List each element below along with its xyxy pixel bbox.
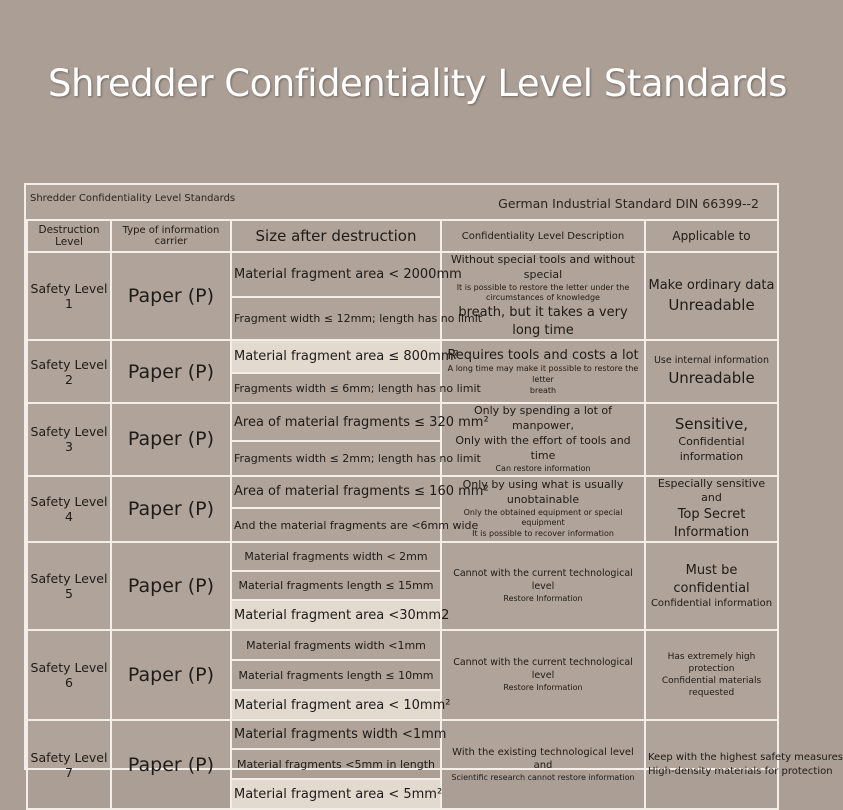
size-cell: Material fragment area <30mm2 [231,600,441,630]
applicable-cell [645,630,778,720]
size-cell: And the material fragments are <6mm wide [231,508,441,542]
description-cell [441,476,645,543]
applicable-line: Confidential information [678,434,745,463]
description-line: Cannot with the current technological level [453,657,633,681]
applicable-cell [645,252,778,340]
description-cell [441,630,645,720]
level-cell: Safety Level 6 [27,630,111,720]
applicable-line: Top Secret Information [673,507,750,540]
size-cell: Material fragment area < 5mm² [231,779,441,809]
carrier-cell: Paper (P) [111,542,231,630]
description-line: Only the obtained equipment or special equipment [463,507,623,528]
description-line: Requires tools and costs a lot [447,347,639,363]
applicable-line: Confidential information [650,598,773,610]
size-cell: Material fragments width <1mm [231,630,441,660]
applicable-line: protection [688,664,735,675]
table-row [27,542,778,571]
page-title: Shredder Confidentiality Level Standards [48,62,787,105]
applicable-cell [645,403,778,475]
size-cell: Material fragment area < 2000mm [231,252,441,297]
size-cell: Material fragment area ≤ 800mm² [231,340,441,373]
size-cell: Area of material fragments ≤ 160 mm² [231,476,441,509]
carrier-cell: Paper (P) [111,252,231,340]
description-line: Can restore information [495,463,591,473]
applicable-line: Unreadable [668,295,755,314]
carrier-cell: Paper (P) [111,630,231,720]
carrier-cell: Paper (P) [111,403,231,475]
table-caption: Shredder Confidentiality Level Standards [30,193,236,204]
description-line: breath, but it takes a very long time [458,305,628,338]
header-applicable: Applicable to [645,220,778,252]
table-row [27,720,778,749]
header-carrier: Type of information carrier [111,220,231,252]
table-row [27,476,778,509]
applicable-line: Confidential materials requested [661,676,762,699]
applicable-line: Especially sensitive and [657,476,766,505]
applicable-cell [645,476,778,543]
table-row [27,252,778,297]
description-line: Only by using what is usually unobtainable [462,477,624,506]
description-line: Only by spending a lot of manpower, [473,404,613,433]
size-cell: Material fragment area < 10mm² [231,690,441,720]
description-cell [441,542,645,630]
description-line: It is possible to recover information [472,529,614,539]
description-line: Only with the effort of tools and time [455,434,631,462]
applicable-cell [645,340,778,403]
applicable-line: Sensitive, [674,415,749,434]
applicable-line: Use internal information [653,355,770,367]
carrier-cell: Paper (P) [111,340,231,403]
description-line: Restore Information [503,593,583,603]
description-line: Scientific research cannot restore information [451,772,635,782]
description-line: With the existing technological level and [452,746,634,772]
description-line: A long time may make it possible to restore the letter [447,364,639,385]
description-line: It is possible to restore the letter under the circumstances of knowledge [456,282,630,303]
applicable-line: Has extremely high [667,652,756,663]
table-row [27,403,778,440]
size-cell: Material fragments width < 2mm [231,542,441,571]
header-level: Destruction Level [27,220,111,252]
levels-table [26,219,843,810]
applicable-cell [645,542,778,630]
level-cell: Safety Level 4 [27,476,111,543]
carrier-cell: Paper (P) [111,476,231,543]
description-line: Without special tools and without special [451,253,635,281]
applicable-line: Keep with the highest safety measures [648,752,843,764]
applicable-line: Unreadable [668,369,755,388]
table-row [27,630,778,660]
size-cell: Fragments width ≤ 2mm; length has no limit [231,441,441,476]
carrier-cell: Paper (P) [111,720,231,809]
size-cell: Material fragments <5mm in length [231,749,441,779]
header-confidentiality: Confidentiality Level Description [441,220,645,252]
din-standard-label: German Industrial Standard DIN 66399--2 [498,196,759,211]
size-cell: Fragment width ≤ 12mm; length has no limit [231,297,441,340]
size-cell: Area of material fragments ≤ 320 mm² [231,403,441,440]
size-cell: Material fragments length ≤ 15mm [231,571,441,600]
level-cell: Safety Level 7 [27,720,111,809]
applicable-line: High-density materials for protection [648,765,833,777]
description-line: Restore Information [503,682,583,692]
standards-table [24,183,843,802]
size-cell: Fragments width ≤ 6mm; length has no limit [231,373,441,403]
description-cell [441,252,645,340]
level-cell: Safety Level 3 [27,403,111,475]
level-cell: Safety Level 5 [27,542,111,630]
description-cell [441,720,645,809]
size-cell: Material fragments width <1mm [231,720,441,749]
applicable-line: Must be confidential [673,563,750,596]
level-cell: Safety Level 1 [27,252,111,340]
header-row [27,220,778,252]
applicable-cell [645,720,843,809]
level-cell: Safety Level 2 [27,340,111,403]
header-size: Size after destruction [231,220,441,252]
applicable-line: Make ordinary data [648,278,775,294]
size-cell: Material fragments length ≤ 10mm [231,660,441,690]
description-line: breath [529,386,557,396]
description-line: Cannot with the current technological level [453,568,633,592]
table-row [27,340,778,373]
